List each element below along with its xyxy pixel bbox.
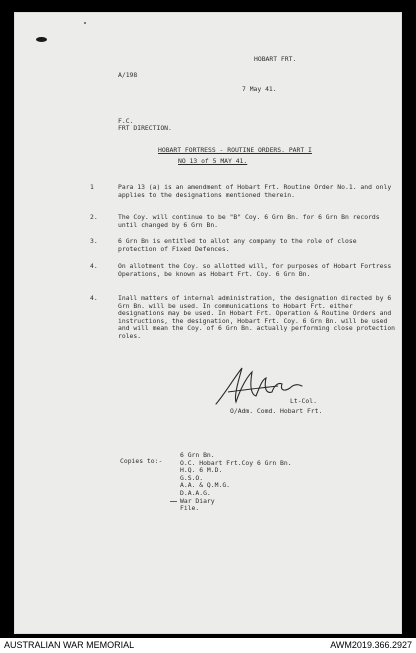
list-item: File. <box>180 504 200 513</box>
paragraph-number: 4. <box>90 262 98 270</box>
signatory-appointment: O/Adm. Comd. Hobart Frt. <box>230 407 323 415</box>
paragraph-text: 6 Grn Bn is entitled to allot any company to the role of close protection of Fixed Defences. <box>118 237 357 253</box>
archive-name: AUSTRALIAN WAR MEMORIAL <box>4 640 135 650</box>
document-page <box>14 12 402 634</box>
title-line-2: NO 13 of 5 MAY 41. <box>178 157 248 165</box>
red-tick-mark <box>170 501 177 502</box>
paragraph-text: Inall matters of internal administration, the designation directed by 6 Grn Bn. will be used. In communications to Hobart Frt. either designations may be used. In Hobart Frt. Operation & Routine Orders and instructions, the designation, Hobart Frt. Coy. 6 Grn Bn. will be used and will mean the Coy. of 6 Grn Bn. actually performing close protection roles. <box>118 294 396 340</box>
list-item: A.A. & Q.M.G. <box>180 481 231 490</box>
archive-footer <box>0 638 416 653</box>
header-right: HOBART FRT. <box>254 55 297 63</box>
punch-hole <box>36 37 47 42</box>
paper-mark <box>84 22 86 24</box>
list-item: 6 Grn Bn. <box>180 451 215 459</box>
document-date: 7 May 41. <box>242 85 277 93</box>
reference-number: A/198 <box>118 71 138 79</box>
paragraph-text: On allotment the Coy. so allotted will, for purposes of Hobart Fortress Operations, be known as Hobart Frt. Coy. 6 Grn Bn. <box>118 262 392 278</box>
list-item: D.A.A.G. <box>180 488 211 497</box>
list-item: War Diary <box>180 496 215 505</box>
title-line-1: HOBART FORTRESS - ROUTINE ORDERS. PART I <box>158 146 312 154</box>
signatory-rank: Lt-Col. <box>290 397 317 405</box>
list-item: O.C. Hobart Frt.Coy 6 Grn Bn. <box>180 458 292 467</box>
archive-id: AWM2019.366.2927 <box>330 640 412 650</box>
paragraph-number: 3. <box>90 237 98 245</box>
list-item: G.S.O. <box>180 473 204 482</box>
paragraph-number: 4. <box>90 294 98 302</box>
paragraph-number: 1 <box>90 183 94 191</box>
list-item: H.Q. 6 M.D. <box>180 466 223 475</box>
copies-list <box>180 452 292 513</box>
paragraph-number: 2. <box>90 213 98 221</box>
paragraph-text: Para 13 (a) is an amendment of Hobart Frt. Routine Order No.1. and only applies to the designations mentioned therein. <box>118 183 392 199</box>
paragraph-text: The Coy. will continue to be "B" Coy. 6 Grn Bn. for 6 Grn Bn records until changed by 6 Grn Bn. <box>118 213 380 229</box>
addressee-line-1: F.C. <box>118 117 134 125</box>
addressee-line-2: FRT DIRECTION. <box>118 124 172 132</box>
copies-label: Copies to:- <box>120 457 163 465</box>
